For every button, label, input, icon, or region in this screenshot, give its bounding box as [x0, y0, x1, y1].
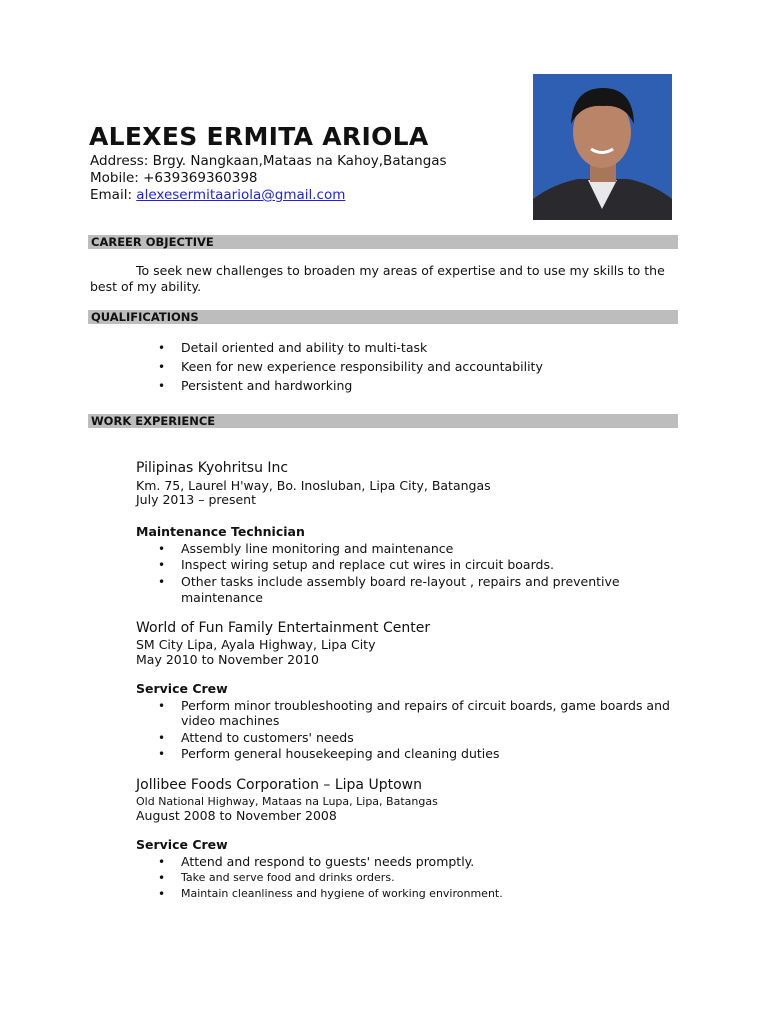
- work-experience-heading: WORK EXPERIENCE: [88, 414, 678, 428]
- career-objective-heading: CAREER OBJECTIVE: [88, 235, 678, 249]
- bullet: •: [158, 887, 166, 901]
- job-dates: August 2008 to November 2008: [136, 808, 337, 823]
- job-duty: Perform minor troubleshooting and repairs of circuit boards, game boards and: [181, 698, 670, 713]
- objective-line: To seek new challenges to broaden my areas of expertise and to use my skills to the: [136, 263, 665, 278]
- company-address: Old National Highway, Mataas na Lupa, Lipa, Batangas: [136, 795, 438, 808]
- bullet: •: [158, 542, 166, 556]
- email-row: [90, 187, 345, 204]
- bullet: •: [158, 360, 166, 374]
- company-address: SM City Lipa, Ayala Highway, Lipa City: [136, 637, 376, 652]
- job-dates: July 2013 – present: [136, 492, 256, 507]
- profile-photo: [533, 74, 672, 220]
- job-duty: Perform general housekeeping and cleaning duties: [181, 746, 500, 761]
- job-duty: maintenance: [181, 590, 263, 605]
- job-duty: Maintain cleanliness and hygiene of working environment.: [181, 887, 503, 900]
- mobile: Mobile: +639369360398: [90, 170, 258, 186]
- qualification-item: Keen for new experience responsibility and accountability: [181, 359, 543, 374]
- bullet: •: [158, 575, 166, 589]
- job-duty: Attend and respond to guests' needs promptly.: [181, 854, 475, 869]
- job-duty: Attend to customers' needs: [181, 730, 354, 745]
- company-name: Jollibee Foods Corporation – Lipa Uptown: [136, 777, 422, 793]
- job-duty: Inspect wiring setup and replace cut wires in circuit boards.: [181, 557, 554, 572]
- bullet: •: [158, 558, 166, 572]
- job-title: Maintenance Technician: [136, 524, 305, 539]
- job-title: Service Crew: [136, 837, 228, 852]
- bullet: •: [158, 341, 166, 355]
- job-duty: video machines: [181, 713, 280, 728]
- job-dates: May 2010 to November 2010: [136, 652, 319, 667]
- company-address: Km. 75, Laurel H'way, Bo. Inosluban, Lipa City, Batangas: [136, 478, 491, 493]
- qualification-item: Detail oriented and ability to multi-task: [181, 340, 428, 355]
- bullet: •: [158, 379, 166, 393]
- job-duty: Assembly line monitoring and maintenance: [181, 541, 454, 556]
- candidate-name: ALEXES ERMITA ARIOLA: [89, 122, 429, 151]
- objective-line: best of my ability.: [90, 279, 202, 294]
- job-duty: Other tasks include assembly board re-layout , repairs and preventive: [181, 574, 620, 589]
- qualifications-heading: QUALIFICATIONS: [88, 310, 678, 324]
- bullet: •: [158, 855, 166, 869]
- job-title: Service Crew: [136, 681, 228, 696]
- job-duty: Take and serve food and drinks orders.: [181, 871, 395, 884]
- bullet: •: [158, 747, 166, 761]
- bullet: •: [158, 731, 166, 745]
- company-name: Pilipinas Kyohritsu Inc: [136, 460, 289, 476]
- email-link[interactable]: alexesermitaariola@gmail.com: [136, 187, 346, 203]
- qualification-item: Persistent and hardworking: [181, 378, 353, 393]
- bullet: •: [158, 871, 166, 885]
- email-label: Email:: [90, 187, 137, 203]
- bullet: •: [158, 699, 166, 713]
- company-name: World of Fun Family Entertainment Center: [136, 620, 431, 636]
- address: Address: Brgy. Nangkaan,Mataas na Kahoy,Batangas: [90, 153, 447, 169]
